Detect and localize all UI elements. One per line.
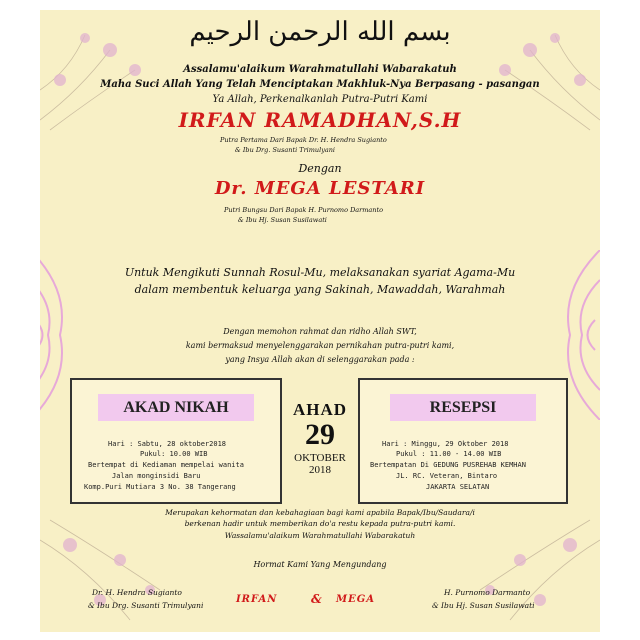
groom-name: IRFAN RAMADHAN,S.H — [178, 108, 462, 132]
groom-parents-2: & Ibu Drg. Susanti Trimulyani — [235, 146, 336, 154]
flower-ornament-bottom-left-icon — [40, 510, 170, 630]
date-year: 2018 — [309, 464, 331, 476]
groom-parents-1: Putra Pertama Dari Bapak Dr. H. Hendra Sugianto — [220, 136, 387, 144]
resepsi-day: Hari : Minggu, 29 Oktober 2018 — [382, 440, 509, 448]
resepsi-box — [358, 378, 568, 504]
akad-place-3: Komp.Puri Mutiara 3 No. 38 Tangerang — [84, 483, 236, 491]
resepsi-title: RESEPSI — [390, 394, 536, 421]
bismillah-calligraphy: بسم الله الرحمن الرحيم — [189, 17, 451, 47]
date-month: OKTOBER — [294, 452, 346, 464]
resepsi-place-1: Bertempatan Di GEDUNG PUSREHAB KEMHAN — [370, 461, 526, 469]
sunnah-line-1: Untuk Mengikuti Sunnah Rosul-Mu, melaksanakan syariat Agama-Mu — [124, 266, 516, 279]
resepsi-time: Pukul : 11.00 - 14.00 WIB — [396, 450, 502, 458]
footer-ampersand: & — [311, 592, 323, 606]
date-number: 29 — [305, 418, 335, 451]
footer-left-1: Dr. H. Hendra Sugianto — [92, 588, 182, 597]
closing-line-3: Wassalamu'alaikum Warahmatullahi Wabarakatuh — [224, 531, 416, 540]
resepsi-place-3: JAKARTA SELATAN — [426, 483, 490, 491]
footer-groom-short: IRFAN — [236, 594, 278, 605]
date-day: AHAD — [292, 400, 348, 419]
akad-place-2: Jalan monginsidi Baru — [112, 472, 201, 480]
akad-box — [70, 378, 282, 504]
closing-line-1: Merupakan kehormatan dan kebahagiaan bagi kami apabila Bapak/Ibu/Saudara/i — [165, 508, 475, 517]
resepsi-place-2: JL. RC. Veteran, Bintaro — [396, 472, 498, 480]
bride-name: Dr. MEGA LESTARI — [214, 178, 426, 199]
akad-title: AKAD NIKAH — [98, 394, 254, 421]
opening-line-2: Ya Allah, Perkenalkanlah Putra-Putri Kami — [212, 94, 428, 105]
closing-regards: Hormat Kami Yang Mengundang — [253, 560, 387, 569]
footer-bride-short: MEGA — [336, 594, 375, 605]
intro-line-1: Dengan memohon rahmat dan ridho Allah SWT, — [223, 327, 417, 336]
footer-left-2: & Ibu Drg. Susanti Trimulyani — [88, 601, 204, 610]
intro-line-3: yang Insya Allah akan di selenggarakan pada : — [225, 355, 415, 364]
akad-day: Hari : Sabtu, 28 oktober2018 — [108, 440, 227, 448]
footer-right-1: H. Purnomo Darmanto — [444, 588, 531, 597]
intro-line-2: kami bermaksud menyelenggarakan pernikahan putra-putri kami, — [185, 341, 455, 350]
connector-dengan: Dengan — [298, 162, 342, 175]
bride-parents-1: Putri Bungsu Dari Bapak H. Purnomo Darmanto — [224, 206, 384, 214]
flower-ornament-bottom-right-icon — [470, 510, 600, 630]
opening-line-1: Maha Suci Allah Yang Telah Menciptakan Makhluk-Nya Berpasang - pasangan — [100, 79, 540, 90]
akad-place-1: Bertempat di Kediaman mempelai wanita — [88, 461, 244, 469]
invitation-card — [40, 10, 600, 632]
bride-parents-2: & Ibu Hj. Susan Susilawati — [238, 216, 327, 224]
akad-time: Pukul: 10.00 WIB — [140, 450, 208, 458]
greeting: Assalamu'alaikum Warahmatullahi Wabarakatuh — [183, 64, 457, 75]
closing-line-2: berkenan hadir untuk memberikan do'a restu kepada putra-putri kami. — [184, 519, 456, 528]
date-block — [280, 400, 360, 476]
sunnah-line-2: dalam membentuk keluarga yang Sakinah, Mawaddah, Warahmah — [134, 283, 506, 296]
footer-right-2: & Ibu Hj. Susan Susilawati — [432, 601, 535, 610]
